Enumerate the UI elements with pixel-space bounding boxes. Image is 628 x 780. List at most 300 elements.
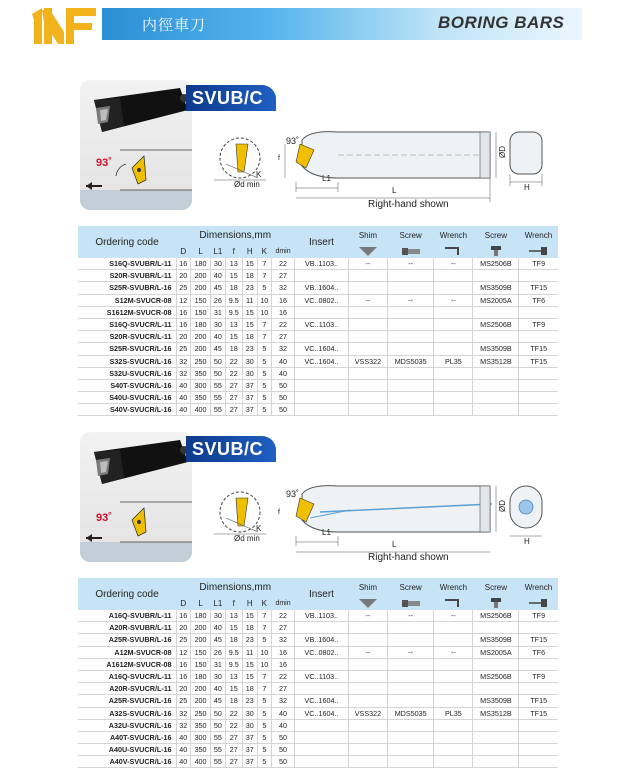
table-cell: 180 bbox=[191, 670, 211, 682]
table-cell bbox=[519, 331, 558, 343]
angle-label: 93˚ bbox=[96, 157, 112, 169]
table-cell: 150 bbox=[191, 294, 211, 306]
table-cell: 20 bbox=[176, 622, 191, 634]
dim-col-l-2: L bbox=[191, 596, 211, 610]
table-cell bbox=[294, 404, 348, 416]
l-label: L bbox=[392, 186, 397, 195]
table-cell: 7 bbox=[257, 258, 272, 270]
ordering-code-cell: S25R-SVUBR/L-16 bbox=[78, 282, 176, 294]
table-cell: 300 bbox=[191, 379, 211, 391]
table-cell: 40 bbox=[272, 355, 295, 367]
table-row bbox=[78, 282, 558, 294]
table-cell: 11 bbox=[242, 294, 257, 306]
table-cell: 13 bbox=[225, 670, 242, 682]
table-cell: 200 bbox=[191, 270, 211, 282]
table-cell bbox=[348, 404, 387, 416]
table-cell bbox=[434, 744, 473, 756]
table-cell: 18 bbox=[242, 331, 257, 343]
table-cell: 350 bbox=[191, 744, 211, 756]
table-cell: 30 bbox=[242, 367, 257, 379]
table-cell: MS3509B bbox=[473, 634, 519, 646]
table-cell: 50 bbox=[272, 756, 295, 768]
table-cell: 23 bbox=[242, 343, 257, 355]
table-cell bbox=[434, 634, 473, 646]
table-cell: 180 bbox=[191, 318, 211, 330]
d-label-2: ØD bbox=[498, 500, 507, 512]
table-cell: 30 bbox=[242, 355, 257, 367]
ordering-code-cell: A1612M-SVUCR-08 bbox=[78, 658, 176, 670]
table-cell: MDS5035 bbox=[387, 355, 433, 367]
table-cell: 32 bbox=[272, 282, 295, 294]
technical-drawing-1 bbox=[210, 120, 560, 210]
table-cell: 18 bbox=[242, 683, 257, 695]
dim-col-f-2: f bbox=[225, 596, 242, 610]
table-cell bbox=[294, 379, 348, 391]
table-cell: 18 bbox=[242, 622, 257, 634]
table-cell bbox=[348, 731, 387, 743]
dim-col-h: H bbox=[242, 244, 257, 258]
table-cell: 5 bbox=[257, 404, 272, 416]
table-row bbox=[78, 294, 558, 306]
table-cell: 5 bbox=[257, 695, 272, 707]
table-cell bbox=[434, 658, 473, 670]
table-cell: 16 bbox=[176, 318, 191, 330]
table-cell bbox=[434, 379, 473, 391]
table-cell: 12 bbox=[176, 294, 191, 306]
table-cell: VC..1604.. bbox=[294, 355, 348, 367]
table-cell bbox=[434, 719, 473, 731]
table-cell: 32 bbox=[272, 695, 295, 707]
table-cell bbox=[348, 270, 387, 282]
table-cell: 150 bbox=[191, 646, 211, 658]
table-cell: VC..1604.. bbox=[294, 695, 348, 707]
table-cell: 16 bbox=[176, 258, 191, 270]
table-cell: 15 bbox=[242, 670, 257, 682]
table-cell: 7 bbox=[257, 683, 272, 695]
table-cell: 18 bbox=[225, 634, 242, 646]
drawing-angle-2: 93˚ bbox=[286, 489, 300, 499]
dim-col-d-2: D bbox=[176, 596, 191, 610]
torx-wrench-icon bbox=[519, 596, 558, 610]
table-cell: 22 bbox=[272, 610, 295, 622]
table-cell bbox=[387, 318, 433, 330]
table-cell: 27 bbox=[225, 404, 242, 416]
table-cell bbox=[294, 306, 348, 318]
table-cell: 40 bbox=[272, 719, 295, 731]
table-cell: 25 bbox=[176, 634, 191, 646]
table-cell: 200 bbox=[191, 343, 211, 355]
table-cell bbox=[434, 367, 473, 379]
table-cell: 300 bbox=[191, 731, 211, 743]
spec-table-2 bbox=[78, 578, 558, 768]
table-cell: 37 bbox=[242, 731, 257, 743]
table-cell: 5 bbox=[257, 379, 272, 391]
table-cell: VC..0802.. bbox=[294, 646, 348, 658]
dim-col-h-2: H bbox=[242, 596, 257, 610]
screw-header: Screw bbox=[387, 226, 433, 244]
ordering-code-header-2: Ordering code bbox=[78, 578, 176, 610]
table-cell: 37 bbox=[242, 392, 257, 404]
table-cell: 55 bbox=[211, 379, 226, 391]
k-label-2: K bbox=[256, 524, 262, 533]
table-cell: -- bbox=[348, 610, 387, 622]
ordering-code-cell: S40U-SVUCR/L-16 bbox=[78, 392, 176, 404]
table-cell: 55 bbox=[211, 731, 226, 743]
spec-table-1-body bbox=[78, 258, 558, 416]
ordering-code-cell: A40V-SVUCR/L-16 bbox=[78, 756, 176, 768]
l1-label: L1 bbox=[322, 174, 331, 183]
table-cell bbox=[294, 331, 348, 343]
table-row bbox=[78, 270, 558, 282]
screw-icon bbox=[387, 244, 433, 258]
l-label-2: L bbox=[392, 540, 397, 549]
table-cell: 16 bbox=[176, 610, 191, 622]
table-cell: 30 bbox=[211, 318, 226, 330]
table-cell: 26 bbox=[211, 294, 226, 306]
table-cell: 30 bbox=[211, 670, 226, 682]
table-cell: 5 bbox=[257, 367, 272, 379]
table-cell bbox=[294, 756, 348, 768]
table-cell: MS2506B bbox=[473, 610, 519, 622]
table-cell: MS2506B bbox=[473, 258, 519, 270]
table-row bbox=[78, 367, 558, 379]
table-cell: 5 bbox=[257, 634, 272, 646]
table-cell bbox=[348, 695, 387, 707]
product-image-1 bbox=[80, 80, 192, 210]
table-cell bbox=[294, 744, 348, 756]
ordering-code-cell: A40U-SVUCR/L-16 bbox=[78, 744, 176, 756]
table-cell: 55 bbox=[211, 744, 226, 756]
table-cell bbox=[434, 318, 473, 330]
table-cell bbox=[519, 270, 558, 282]
table-cell: 15 bbox=[242, 610, 257, 622]
shim-header-2: Shim bbox=[348, 578, 387, 596]
table-cell bbox=[387, 367, 433, 379]
header-chinese-title: 内徑車刀 bbox=[142, 16, 207, 34]
table-cell bbox=[434, 683, 473, 695]
table-cell: 7 bbox=[257, 331, 272, 343]
table-cell: 55 bbox=[211, 404, 226, 416]
table-cell: VC..1103.. bbox=[294, 670, 348, 682]
table-cell: 22 bbox=[225, 719, 242, 731]
table-cell bbox=[294, 719, 348, 731]
table-cell: 18 bbox=[225, 695, 242, 707]
h-label: H bbox=[524, 183, 530, 192]
table-cell bbox=[387, 392, 433, 404]
ordering-code-cell: S20R-SVUBR/L-11 bbox=[78, 270, 176, 282]
table-cell: 7 bbox=[257, 270, 272, 282]
table-cell bbox=[519, 744, 558, 756]
table-cell: 5 bbox=[257, 392, 272, 404]
table-cell: 37 bbox=[242, 756, 257, 768]
table-cell: 5 bbox=[257, 282, 272, 294]
table-cell bbox=[387, 404, 433, 416]
table-cell bbox=[473, 306, 519, 318]
table-cell: 32 bbox=[272, 343, 295, 355]
table-cell: 400 bbox=[191, 404, 211, 416]
table-cell: MS3509B bbox=[473, 695, 519, 707]
table-cell: 27 bbox=[272, 622, 295, 634]
table-cell bbox=[434, 282, 473, 294]
table-cell: MS2005A bbox=[473, 646, 519, 658]
d-label: ØD bbox=[498, 146, 507, 158]
table-cell bbox=[473, 744, 519, 756]
table-cell bbox=[387, 331, 433, 343]
ordering-code-cell: S20R-SVUCR/L-11 bbox=[78, 331, 176, 343]
technical-drawing-2 bbox=[210, 474, 560, 564]
table-cell: 40 bbox=[176, 404, 191, 416]
dim-col-l: L bbox=[191, 244, 211, 258]
table-cell: 9.5 bbox=[225, 306, 242, 318]
table-cell: 27 bbox=[272, 270, 295, 282]
table-cell: 22 bbox=[272, 258, 295, 270]
ordering-code-cell: A32S-SVUCR/L-16 bbox=[78, 707, 176, 719]
table-cell: 15 bbox=[242, 258, 257, 270]
table-cell bbox=[519, 367, 558, 379]
table-cell: 31 bbox=[211, 306, 226, 318]
table-cell: VC..1103.. bbox=[294, 318, 348, 330]
key-wrench-icon bbox=[434, 596, 473, 610]
table-cell bbox=[473, 404, 519, 416]
table-cell: 10 bbox=[257, 306, 272, 318]
table-row bbox=[78, 306, 558, 318]
table-cell bbox=[348, 318, 387, 330]
table-cell bbox=[473, 379, 519, 391]
table-cell: 30 bbox=[211, 610, 226, 622]
table-cell: 40 bbox=[176, 731, 191, 743]
table-cell: -- bbox=[387, 294, 433, 306]
dim-col-k: K bbox=[257, 244, 272, 258]
brand-logo bbox=[30, 6, 98, 46]
table-cell: VSS322 bbox=[348, 707, 387, 719]
table-cell: 40 bbox=[211, 622, 226, 634]
table-cell bbox=[434, 306, 473, 318]
table-cell bbox=[473, 392, 519, 404]
table-row bbox=[78, 683, 558, 695]
table-cell bbox=[387, 379, 433, 391]
angle-label-2: 93˚ bbox=[96, 512, 112, 524]
table-cell: 200 bbox=[191, 282, 211, 294]
table-cell: 40 bbox=[211, 683, 226, 695]
ordering-code-cell: S32U-SVUCR/L-16 bbox=[78, 367, 176, 379]
ordering-code-cell: S40V-SVUCR/L-16 bbox=[78, 404, 176, 416]
table-cell bbox=[473, 683, 519, 695]
insert-header-2: Insert bbox=[294, 578, 348, 610]
table-cell: TF6 bbox=[519, 646, 558, 658]
table-cell: 27 bbox=[225, 379, 242, 391]
table-cell: 16 bbox=[272, 294, 295, 306]
screw2-header-2: Screw bbox=[473, 578, 519, 596]
header-english-title: BORING BARS bbox=[438, 13, 565, 32]
table-cell: 50 bbox=[211, 355, 226, 367]
ordering-code-cell: A25R-SVUCR/L-16 bbox=[78, 695, 176, 707]
table-cell: 31 bbox=[211, 658, 226, 670]
table-cell bbox=[387, 282, 433, 294]
table-cell bbox=[519, 622, 558, 634]
table-cell: 16 bbox=[176, 670, 191, 682]
table-cell: 27 bbox=[225, 744, 242, 756]
table-cell: 150 bbox=[191, 306, 211, 318]
table-row bbox=[78, 646, 558, 658]
shim-header: Shim bbox=[348, 226, 387, 244]
table-cell bbox=[387, 658, 433, 670]
table-cell: 9.5 bbox=[225, 646, 242, 658]
table-cell: 50 bbox=[211, 707, 226, 719]
table-cell: 5 bbox=[257, 744, 272, 756]
table-row bbox=[78, 622, 558, 634]
table-cell bbox=[434, 731, 473, 743]
drawing-caption: Right-hand shown bbox=[368, 199, 449, 210]
table-cell: 18 bbox=[225, 282, 242, 294]
table-cell: 180 bbox=[191, 258, 211, 270]
table-cell: 15 bbox=[225, 622, 242, 634]
table-cell: 22 bbox=[272, 670, 295, 682]
spec-table-2-body bbox=[78, 610, 558, 768]
ordering-code-cell: A16Q-SVUBR/L-11 bbox=[78, 610, 176, 622]
table-cell: 350 bbox=[191, 719, 211, 731]
dmin-label-2: Ød min bbox=[234, 534, 260, 543]
table-cell: 20 bbox=[176, 270, 191, 282]
table-cell: 250 bbox=[191, 707, 211, 719]
table-cell: 22 bbox=[225, 367, 242, 379]
f-label: f bbox=[278, 155, 280, 162]
table-cell: 16 bbox=[272, 658, 295, 670]
table-cell bbox=[348, 306, 387, 318]
table-cell bbox=[348, 683, 387, 695]
table-cell: 50 bbox=[272, 392, 295, 404]
ordering-code-header: Ordering code bbox=[78, 226, 176, 258]
table-row bbox=[78, 331, 558, 343]
table-cell bbox=[387, 270, 433, 282]
table-row bbox=[78, 756, 558, 768]
table-cell: 23 bbox=[242, 695, 257, 707]
table-row bbox=[78, 258, 558, 270]
table-cell: 27 bbox=[272, 331, 295, 343]
table-cell: VB..1103.. bbox=[294, 258, 348, 270]
dim-col-l1: L1 bbox=[211, 244, 226, 258]
ordering-code-cell: A16Q-SVUCR/L-11 bbox=[78, 670, 176, 682]
wrench2-header: Wrench bbox=[519, 226, 558, 244]
table-cell: MS3509B bbox=[473, 282, 519, 294]
spec-table-1 bbox=[78, 226, 558, 416]
table-row bbox=[78, 707, 558, 719]
table-cell: 200 bbox=[191, 331, 211, 343]
dimensions-header: Dimensions,mm bbox=[176, 226, 294, 244]
table-cell: 55 bbox=[211, 756, 226, 768]
table-cell bbox=[387, 683, 433, 695]
table-cell: TF15 bbox=[519, 282, 558, 294]
table-cell bbox=[519, 731, 558, 743]
table-cell: 250 bbox=[191, 355, 211, 367]
table-cell: 20 bbox=[176, 683, 191, 695]
dim-col-dmin-2: dmin bbox=[272, 596, 295, 610]
table-cell: VB..1604.. bbox=[294, 634, 348, 646]
table-cell: 10 bbox=[257, 294, 272, 306]
l1-label-2: L1 bbox=[322, 528, 331, 537]
table-cell bbox=[348, 719, 387, 731]
table-cell bbox=[348, 392, 387, 404]
table-cell: 15 bbox=[225, 683, 242, 695]
table-cell: 32 bbox=[176, 355, 191, 367]
table-cell: 5 bbox=[257, 707, 272, 719]
table-cell bbox=[387, 634, 433, 646]
table-cell bbox=[434, 622, 473, 634]
table-cell bbox=[473, 622, 519, 634]
shim-icon bbox=[348, 244, 387, 258]
table-cell: 200 bbox=[191, 695, 211, 707]
table-cell bbox=[473, 731, 519, 743]
table-cell: TF15 bbox=[519, 707, 558, 719]
table-cell: 50 bbox=[272, 379, 295, 391]
table-cell: 23 bbox=[242, 634, 257, 646]
table-cell bbox=[473, 270, 519, 282]
table-cell: -- bbox=[387, 610, 433, 622]
table-cell: 25 bbox=[176, 343, 191, 355]
dmin-label: Ød min bbox=[234, 180, 260, 189]
table-cell: 22 bbox=[225, 355, 242, 367]
table-cell: MS2506B bbox=[473, 318, 519, 330]
table-row bbox=[78, 695, 558, 707]
table-cell: 5 bbox=[257, 731, 272, 743]
table-cell bbox=[387, 719, 433, 731]
table-row bbox=[78, 392, 558, 404]
table-cell: 30 bbox=[242, 719, 257, 731]
table-cell: -- bbox=[434, 294, 473, 306]
table-cell bbox=[519, 719, 558, 731]
table-cell: TF15 bbox=[519, 695, 558, 707]
ordering-code-cell: A20R-SVUBR/L-11 bbox=[78, 622, 176, 634]
table-cell: -- bbox=[348, 646, 387, 658]
screw2-icon bbox=[473, 596, 519, 610]
table-cell: 37 bbox=[242, 744, 257, 756]
table-cell: 23 bbox=[242, 282, 257, 294]
dim-col-l1-2: L1 bbox=[211, 596, 226, 610]
table-cell bbox=[387, 670, 433, 682]
table-cell: 13 bbox=[225, 258, 242, 270]
table-cell: 200 bbox=[191, 634, 211, 646]
table-cell bbox=[348, 634, 387, 646]
insert-header: Insert bbox=[294, 226, 348, 258]
table-cell: 40 bbox=[272, 367, 295, 379]
table-cell: TF15 bbox=[519, 634, 558, 646]
table-row bbox=[78, 670, 558, 682]
table-cell: 16 bbox=[272, 306, 295, 318]
table-cell: VC..1604.. bbox=[294, 707, 348, 719]
table-cell bbox=[387, 622, 433, 634]
table-cell: 200 bbox=[191, 622, 211, 634]
table-cell bbox=[387, 343, 433, 355]
table-cell: 27 bbox=[225, 756, 242, 768]
table-cell: MS2005A bbox=[473, 294, 519, 306]
table-cell: 20 bbox=[176, 331, 191, 343]
table-row bbox=[78, 355, 558, 367]
drawing-angle: 93˚ bbox=[286, 136, 300, 146]
table-cell: VSS322 bbox=[348, 355, 387, 367]
table-cell bbox=[294, 270, 348, 282]
table-cell: 32 bbox=[272, 634, 295, 646]
table-cell: 27 bbox=[272, 683, 295, 695]
table-cell: 5 bbox=[257, 343, 272, 355]
table-cell: 22 bbox=[225, 707, 242, 719]
ordering-code-cell: S12M-SVUCR-08 bbox=[78, 294, 176, 306]
table-cell: PL35 bbox=[434, 355, 473, 367]
table-cell bbox=[348, 379, 387, 391]
wrench-header: Wrench bbox=[434, 226, 473, 244]
table-cell: 40 bbox=[176, 392, 191, 404]
table-cell bbox=[387, 695, 433, 707]
table-cell: 32 bbox=[176, 707, 191, 719]
table-cell: 37 bbox=[242, 404, 257, 416]
